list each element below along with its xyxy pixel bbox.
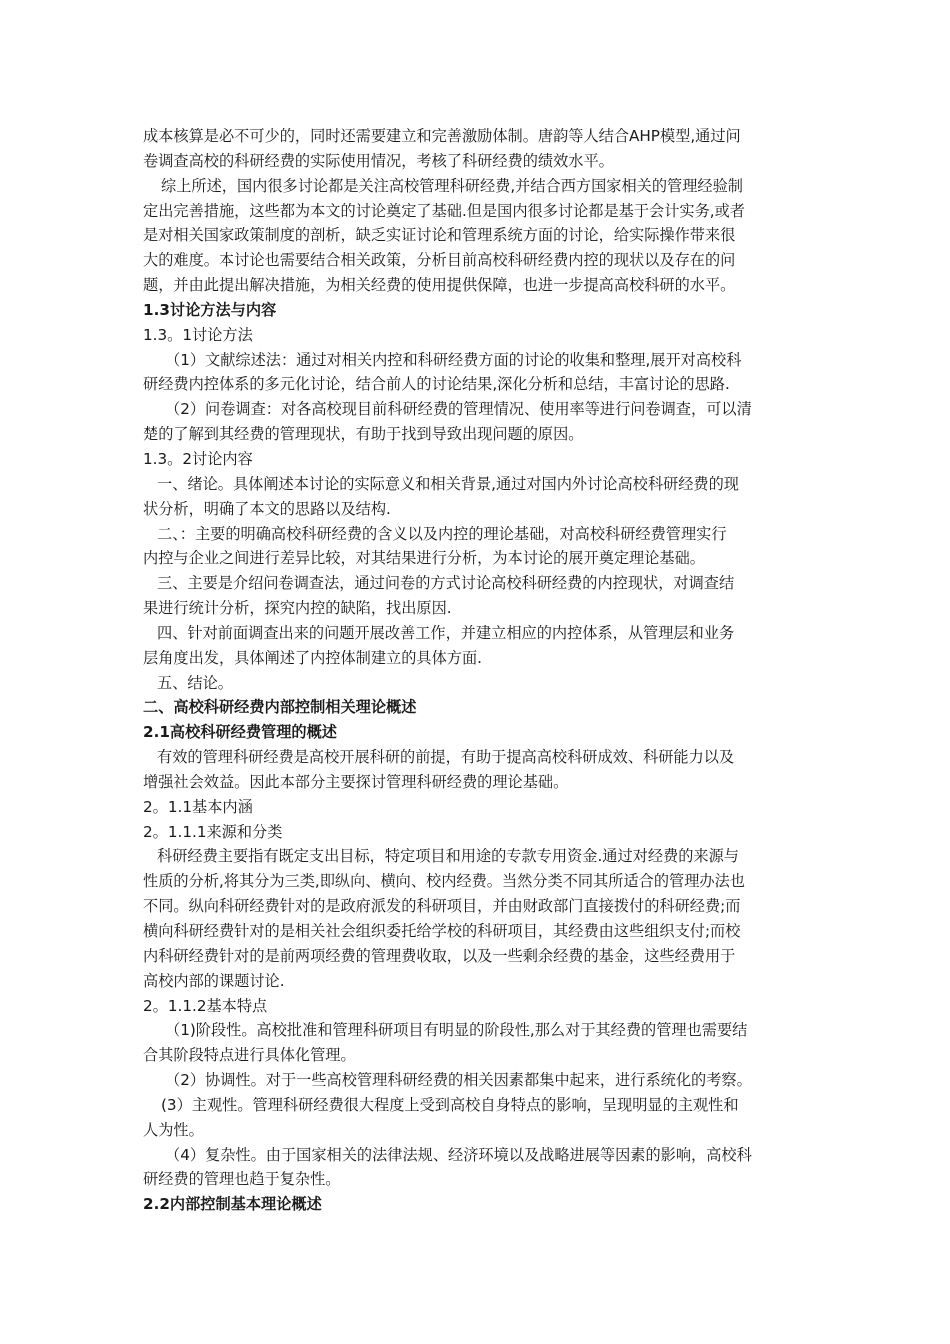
- subsection-heading: 2。1.1.1来源和分类: [143, 822, 283, 841]
- body-text-line: 定出完善措施，这些都为本文的讨论奠定了基础.但是国内很多讨论都是基于会计实务,或者: [143, 201, 745, 220]
- body-text-line: 横向科研经费针对的是相关社会组织委托给学校的科研项目，其经费由这些组织支付;而校: [143, 922, 741, 940]
- subsection-heading: 2。1.1基本内涵: [143, 797, 253, 816]
- body-text-line: （1)阶段性。高校批准和管理科研项目有明显的阶段性,那么对于其经费的管理也需要结: [165, 1021, 748, 1040]
- body-text-line: （2）协调性。对于一些高校管理科研经费的相关因素都集中起来，进行系统化的考察。: [165, 1071, 752, 1090]
- body-text-line: 二、：主要的明确高校科研经费的含义以及内控的理论基础，对高校科研经费管理实行: [157, 524, 727, 543]
- body-text-line: 研经费内控体系的多元化讨论，结合前人的讨论结果,深化分析和总结，丰富讨论的思路.: [143, 375, 730, 394]
- body-text-line: 卷调查高校的科研经费的实际使用情况，考核了科研经费的绩效水平。: [143, 151, 614, 170]
- subsection-heading: 1.3。2讨论内容: [143, 449, 253, 468]
- body-text-line: 层角度出发，具体阐述了内控体制建立的具体方面.: [143, 648, 482, 667]
- body-text-line: （4）复杂性。由于国家相关的法律法规、经济环境以及战略进展等因素的影响，高校科: [165, 1145, 752, 1164]
- body-text-line: 内控与企业之间进行差异比较，对其结果进行分析，为本讨论的展开奠定理论基础。: [143, 549, 705, 568]
- body-text-line: 题，并由此提出解决措施，为相关经费的使用提供保障，也进一步提高高校科研的水平。: [143, 276, 736, 295]
- body-text-line: 状分析，明确了本文的思路以及结构.: [143, 499, 391, 518]
- body-text-line: (3）主观性。管理科研经费很大程度上受到高校自身特点的影响，呈现明显的主观性和: [161, 1095, 739, 1114]
- body-text-line: 一、绪论。具体阐述本讨论的实际意义和相关背景,通过对国内外讨论高校科研经费的现: [157, 474, 739, 493]
- section-heading: 1.3讨论方法与内容: [143, 300, 277, 319]
- section-heading: 2.2内部控制基本理论概述: [143, 1195, 322, 1214]
- body-text-line: 高校内部的课题讨论.: [143, 971, 285, 990]
- body-text-line: 是对相关国家政策制度的剖析，缺乏实证讨论和管理系统方面的讨论，给实际操作带来很: [143, 226, 736, 245]
- body-text-line: 合其阶段特点进行具体化管理。: [143, 1046, 356, 1065]
- body-text-line: 科研经费主要指有既定支出目标，特定项目和用途的专款专用资金.通过对经费的来源与: [157, 847, 739, 866]
- document-page: [143, 124, 811, 1217]
- subsection-heading: 2。1.1.2基本特点: [143, 996, 268, 1015]
- subsection-heading: 1.3。1讨论方法: [143, 325, 253, 344]
- body-text-line: 性质的分析,将其分为三类,即纵向、横向、校内经费。当然分类不同其所适合的管理办法也: [143, 872, 745, 891]
- body-text-line: （1）文献综述法：通过对相关内控和科研经费方面的讨论的收集和整理,展开对高校科: [165, 350, 742, 369]
- body-text-line: 内科研经费针对的是前两项经费的管理费收取，以及一些剩余经费的基金，这些经费用于: [143, 946, 736, 965]
- body-text-line: 研经费的管理也趋于复杂性。: [143, 1170, 341, 1189]
- body-text-line: （2）问卷调查：对各高校现目前科研经费的管理情况、使用率等进行问卷调查，可以清: [165, 400, 752, 419]
- section-heading: 2.1高校科研经费管理的概述: [143, 723, 337, 742]
- body-text-line: 人为性。: [143, 1120, 204, 1139]
- body-text-line: 大的难度。本讨论也需要结合相关政策，分析目前高校科研经费内控的现状以及存在的问: [143, 251, 736, 270]
- body-text-line: 有效的管理科研经费是高校开展科研的前提，有助于提高高校科研成效、科研能力以及: [157, 748, 735, 767]
- body-text-line: 三、主要是介绍问卷调查法，通过问卷的方式讨论高校科研经费的内控现状，对调查结: [157, 574, 735, 593]
- body-text-line: 不同。纵向科研经费针对的是政府派发的科研项目，并由财政部门直接拨付的科研经费;而: [143, 897, 741, 916]
- body-text-line: 综上所述，国内很多讨论都是关注高校管理科研经费,并结合西方国家相关的管理经验制: [161, 176, 743, 195]
- body-text-line: 果进行统计分析，探究内控的缺陷，找出原因.: [143, 599, 452, 618]
- body-text-line: 四、针对前面调查出来的问题开展改善工作，并建立相应的内控体系，从管理层和业务: [157, 623, 735, 642]
- body-text-line: 五、结论。: [157, 673, 233, 692]
- body-text-line: 增强社会效益。因此本部分主要探讨管理科研经费的理论基础。: [143, 772, 569, 791]
- body-text-line: 楚的了解到其经费的管理现状，有助于找到导致出现问题的原因。: [143, 425, 584, 444]
- chapter-heading: 二、高校科研经费内部控制相关理论概述: [143, 698, 417, 717]
- body-text-line: 成本核算是必不可少的，同时还需要建立和完善激励体制。唐韵等人结合AHP模型,通过问: [143, 127, 741, 145]
